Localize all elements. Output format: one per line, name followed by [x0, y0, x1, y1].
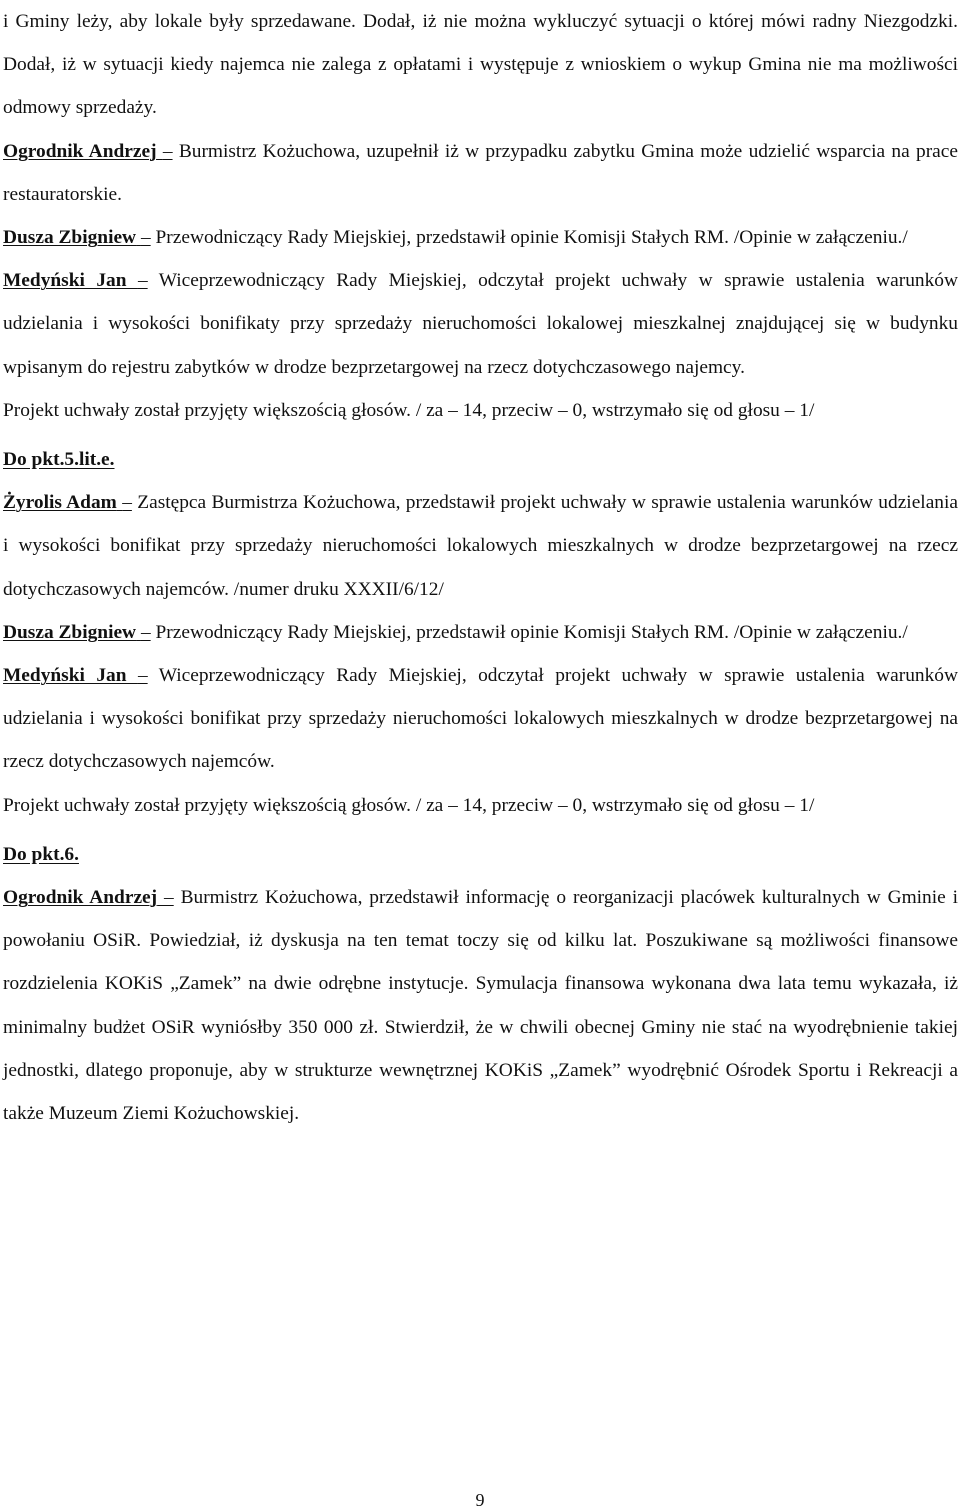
speaker-dash: –	[164, 887, 174, 909]
paragraph-continuation: i Gminy leży, aby lokale były sprzedawane. Dodał, iż nie można wykluczyć sytuacji o której mówi radny Niezgodzki. Dodał, iż w sytuacji kiedy najemca nie zalega z opłatami i występuje z wnioskiem o wykup Gmina nie ma możliwości odmowy sprzedaży.	[3, 11, 958, 119]
paragraph-text: Burmistrz Kożuchowa, przedstawił informację o reorganizacji placówek kulturalnych w Gminie i powołaniu OSiR. Powiedział, iż dyskusja na ten temat toczy się od kilku lat. Poszukiwane są możliwości finansowe rozdzielenia KOKiS „Zamek” na dwie odrębne instytucje. Symulacja finansowa wykonana dwa lata temu wykazała, iż minimalny budżet OSiR wyniósłby 350 000 zł. Stwierdził, że w chwili obecnej Gminy nie stać na wyodrębnienie takiej jednostki, dlatego proponuje, aby w strukturze wewnętrznej KOKiS „Zamek” wyodrębnić Ośrodek Sportu i Rekreacji a także Muzeum Ziemi Kożuchowskiej.	[3, 887, 958, 1125]
speaker-name: Dusza Zbigniew	[3, 227, 137, 249]
speaker-dash: –	[122, 492, 132, 514]
section-heading-5e: Do pkt.5.lit.e.	[3, 449, 115, 471]
paragraph-dusza-2	[3, 611, 958, 654]
paragraph-medynski-1	[3, 259, 958, 389]
paragraph-text: Wiceprzewodniczący Rady Miejskiej, odczytał projekt uchwały w sprawie ustalenia warunków udzielania i wysokości bonifikaty przy sprzedaży nieruchomości lokalowej mieszkalnej znajdującej się w budynku wpisanym do rejestru zabytków w drodze bezprzetargowej na rzecz dotychczasowego najemcy.	[3, 270, 959, 378]
speaker-name: Ogrodnik Andrzej	[3, 887, 158, 909]
paragraph-ogrodnik-1	[3, 130, 958, 216]
paragraph-medynski-2	[3, 654, 958, 784]
paragraph-text: Przewodniczący Rady Miejskiej, przedstawił opinie Komisji Stałych RM. /Opinie w załączeniu./	[150, 621, 908, 643]
speaker-name: Ogrodnik Andrzej	[3, 140, 157, 162]
section-heading-6: Do pkt.6.	[3, 843, 79, 865]
speaker-dash: –	[137, 270, 148, 292]
paragraph-text: Burmistrz Kożuchowa, uzupełnił iż w przypadku zabytku Gmina może udzielić wsparcia na prace restauratorskie.	[3, 140, 958, 205]
paragraph-text: Wiceprzewodniczący Rady Miejskiej, odczytał projekt uchwały w sprawie ustalenia warunków udzielania i wysokości bonifikat przy sprzedaży nieruchomości lokalowych mieszkalnych w drodze bezprzetargowej na rzecz dotychczasowych najemców.	[3, 665, 959, 773]
paragraph-dusza-1	[3, 216, 958, 259]
paragraph-vote-result-1: Projekt uchwały został przyjęty większością głosów. / za – 14, przeciw – 0, wstrzymało się od głosu – 1/	[3, 399, 815, 421]
page-number: 9	[475, 1490, 485, 1510]
speaker-dash: –	[140, 227, 151, 249]
paragraph-zyrolis	[3, 481, 958, 611]
speaker-name: Żyrolis Adam	[3, 492, 117, 514]
speaker-name: Dusza Zbigniew	[3, 621, 137, 643]
paragraph-text: Przewodniczący Rady Miejskiej, przedstawił opinie Komisji Stałych RM. /Opinie w załączeniu./	[150, 227, 908, 249]
speaker-dash: –	[140, 621, 151, 643]
document-page	[3, 0, 958, 1135]
paragraph-ogrodnik-2	[3, 876, 958, 1135]
speaker-name: Medyński Jan	[3, 270, 127, 292]
speaker-name: Medyński Jan	[3, 665, 127, 687]
paragraph-vote-result-2: Projekt uchwały został przyjęty większością głosów. / za – 14, przeciw – 0, wstrzymało się od głosu – 1/	[3, 794, 815, 816]
speaker-dash: –	[137, 665, 148, 687]
paragraph-text: Zastępca Burmistrza Kożuchowa, przedstawił projekt uchwały w sprawie ustalenia warunków udzielania i wysokości bonifikat przy sprzedaży nieruchomości lokalowych mieszkalnych w drodze bezprzetargowej na rzecz dotychczasowych najemców. /numer druku XXXII/6/12/	[3, 492, 958, 600]
speaker-dash: –	[162, 140, 173, 162]
